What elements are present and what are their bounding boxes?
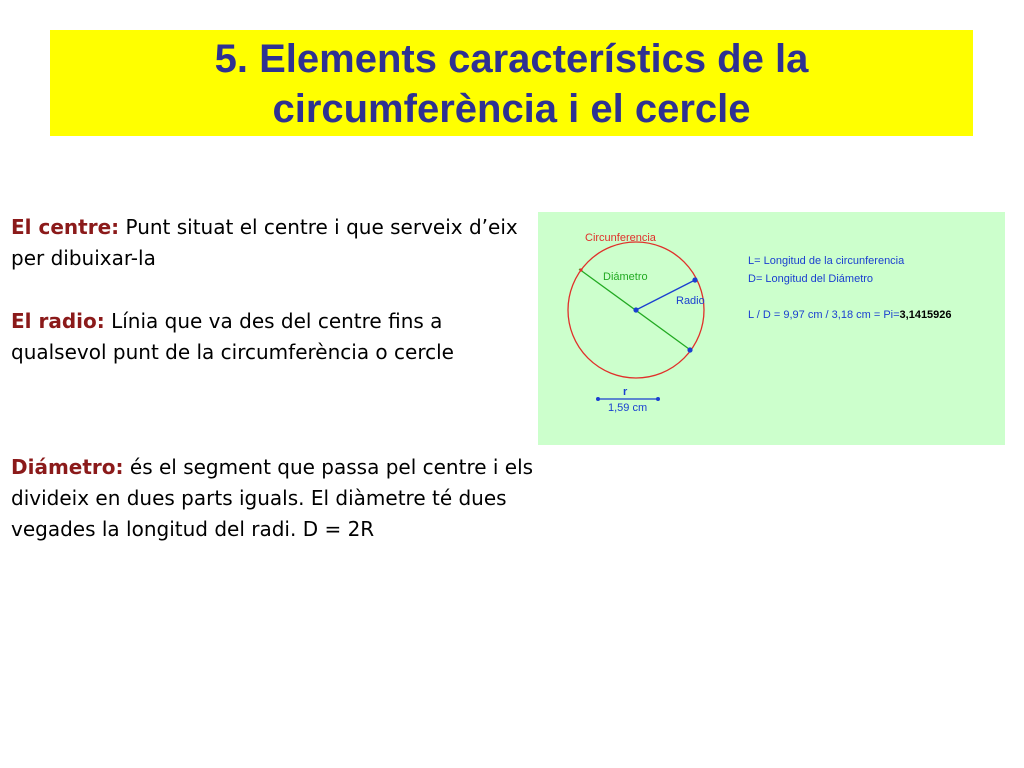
title-line-1: 5. Elements característics de la: [214, 37, 809, 81]
ratio-formula: [748, 309, 952, 321]
r-segment-start: [596, 397, 600, 401]
r-segment-end: [656, 397, 660, 401]
definition-centre: [11, 212, 531, 274]
r-measure: 1,59 cm: [608, 402, 648, 414]
term-diametro: Diámetro:: [11, 455, 124, 479]
diameter-label: Diámetro: [603, 271, 648, 283]
ratio-value: 3,1415926: [899, 309, 952, 321]
definition-diametro-text: és el segment que passa pel centre i els divideix en dues parts iguals. El diàmetre té dues vegades la longitud del radi. D = 2R: [11, 455, 534, 541]
diameter-start-point: [579, 268, 582, 271]
circumference-label: Circunferencia: [585, 232, 656, 244]
slide-title: [50, 30, 973, 136]
diameter-end-point: [687, 347, 692, 352]
definition-radio: [11, 306, 531, 368]
circle-diagram: [538, 212, 1005, 445]
definition-diametro: [11, 452, 541, 545]
radius-end-point: [692, 277, 697, 282]
definition-centre-text: Punt situat el centre i que serveix d’eix per dibuixar-la: [11, 215, 518, 270]
term-radio: El radio:: [11, 309, 105, 333]
ratio-text: L / D = 9,97 cm / 3,18 cm = Pi=: [748, 309, 900, 321]
legend-l: L= Longitud de la circunferencia: [748, 255, 905, 267]
circle-diagram-svg: [538, 212, 1005, 445]
legend-d: D= Longitud del Diámetro: [748, 273, 874, 285]
center-point: [633, 307, 638, 312]
radius-label: Radio: [676, 295, 705, 307]
r-label: r: [623, 386, 628, 398]
title-line-2: circumferència i el cercle: [272, 87, 751, 131]
term-centre: El centre:: [11, 215, 120, 239]
definition-radio-text: Línia que va des del centre fins a qualsevol punt de la circumferència o cercle: [11, 309, 454, 364]
